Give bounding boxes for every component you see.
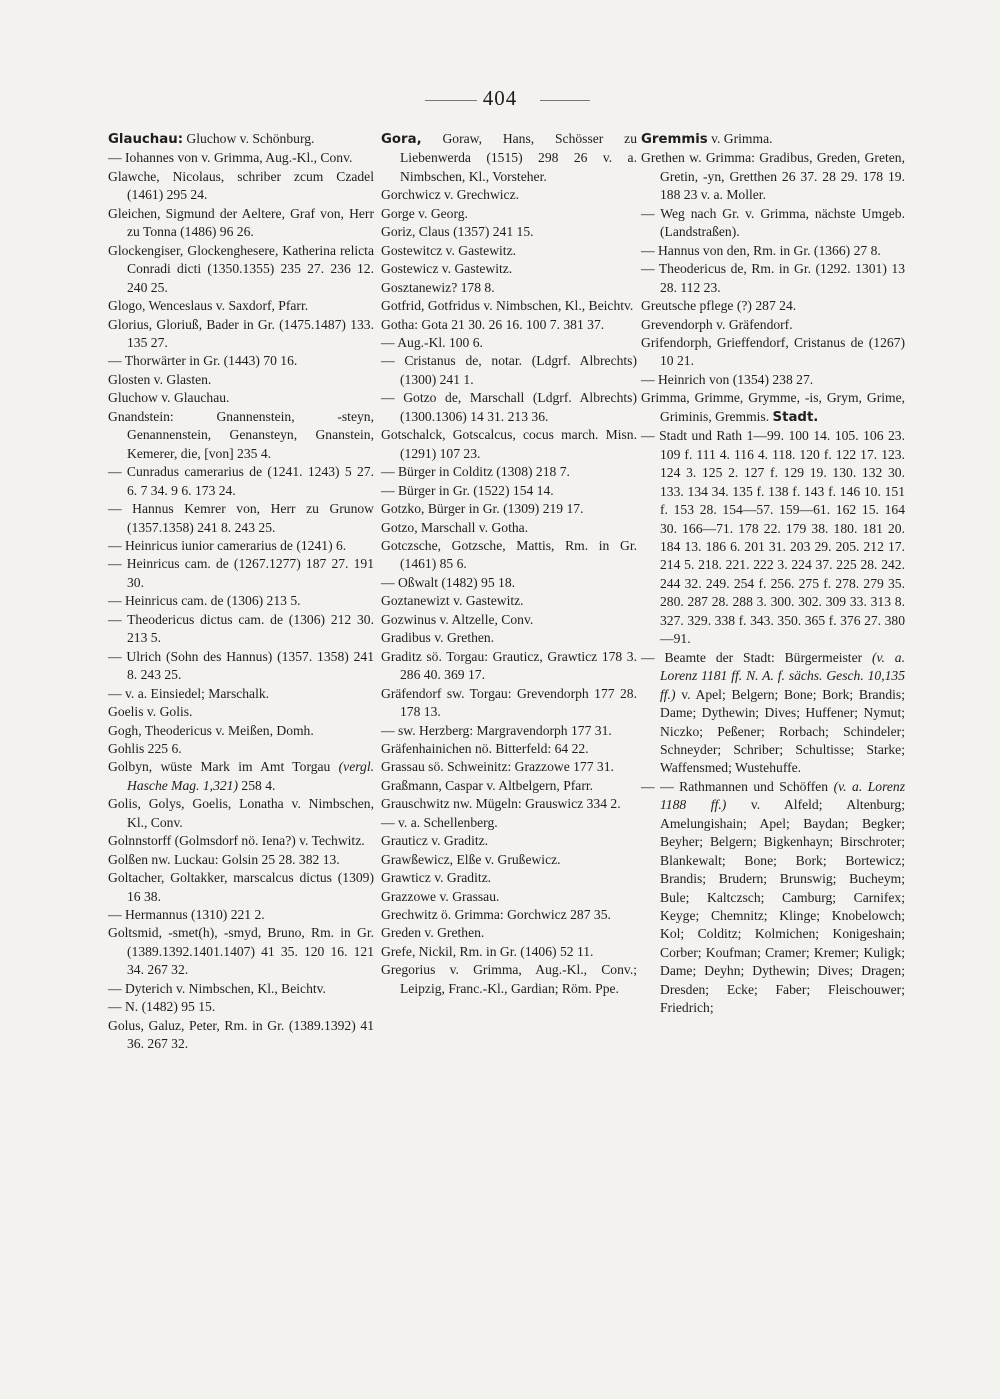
index-entry: Glosten v. Glasten.: [108, 371, 212, 387]
index-entry: Golbyn, wüste Mark im Amt Torgau (vergl. Hasche Mag. 1,321) 258 4.: [108, 759, 374, 793]
index-entry: Glawche, Nicolaus, schriber zcum Czadel (1461) 295 24.: [108, 168, 374, 203]
index-entry: Grevendorph v. Gräfendorf.: [641, 316, 793, 332]
header-rule-right: [540, 100, 590, 101]
index-entry: Gosztanewiz? 178 8.: [381, 279, 495, 295]
index-entry: Glorius, Gloriuß, Bader in Gr. (1475.1487) 133. 135 27.: [108, 316, 374, 350]
index-column-3: [641, 130, 905, 1018]
index-entry: Grawßewicz, Elße v. Grußewicz.: [381, 851, 561, 867]
index-entry: Gotfrid, Gotfridus v. Nimbschen, Kl., Beichtv.: [381, 298, 634, 314]
index-entry: — Theodericus dictus cam. de (1306) 212 30. 213 5.: [108, 611, 374, 646]
index-entry: — Bürger in Colditz (1308) 218 7.: [381, 464, 570, 480]
index-entry: — sw. Herzberg: Margravendorph 177 31.: [381, 722, 612, 738]
index-entry: Gotczsche, Gotzsche, Mattis, Rm. in Gr. (1461) 85 6.: [381, 537, 637, 572]
index-entry: — Heinricus cam. de (1306) 213 5.: [108, 593, 301, 609]
index-entry: Gotha: Gota 21 30. 26 16. 100 7. 381 37.: [381, 316, 605, 332]
index-entry: — Aug.-Kl. 100 6.: [381, 334, 483, 350]
index-entry: Grethen w. Grimma: Gradibus, Greden, Greten, Gretin, -yn, Gretthen 26 37. 28 29. 178 19. 188 23 v. a. Moller.: [641, 150, 905, 203]
index-entry: — Iohannes von v. Grimma, Aug.-Kl., Conv.: [108, 150, 353, 166]
index-entry: Grassau sö. Schweinitz: Grazzowe 177 31.: [381, 759, 614, 775]
index-entry: — Hannus von den, Rm. in Gr. (1366) 27 8.: [641, 242, 881, 258]
index-entry: — Cristanus de, notar. (Ldgrf. Albrechts) (1300) 241 1.: [381, 353, 637, 387]
index-entry: Gogh, Theodericus v. Meißen, Domh.: [108, 722, 314, 738]
page-number: 404: [482, 86, 518, 110]
index-entry: Goelis v. Golis.: [108, 704, 193, 720]
index-entry: — Weg nach Gr. v. Grimma, nächste Umgeb. (Landstraßen).: [641, 205, 905, 240]
index-entry: Gostewicz v. Gastewitz.: [381, 261, 513, 277]
index-entry: Gregorius v. Grimma, Aug.-Kl., Conv.; Leipzig, Franc.-Kl., Gardian; Röm. Ppe.: [381, 962, 637, 996]
index-entry: Grechwitz ö. Grimma: Gorchwicz 287 35.: [381, 907, 611, 923]
index-entry: Greden v. Grethen.: [381, 925, 485, 941]
index-entry: — Gotzo de, Marschall (Ldgrf. Albrechts) (1300.1306) 14 31. 213 36.: [381, 390, 637, 424]
index-entry: Gorge v. Georg.: [381, 205, 468, 221]
index-entry: Goltacher, Goltakker, marscalcus dictus (1309) 16 38.: [108, 870, 374, 904]
index-entry: Gräfenhainichen nö. Bitterfeld: 64 22.: [381, 740, 589, 756]
index-entry: Gorchwicz v. Grechwicz.: [381, 187, 520, 203]
index-entry: — Beamte der Stadt: Bürgermeister (v. a. Lorenz 1181 ff. N. A. f. sächs. Gesch. 10,135 ff.) v. Apel; Belgern; Bone; Bork; Brandis; Dame; Dythewin; Dives; Huffener; Nymut; Niczko; Peßener; Rorbach; Schindeler; Schneyder; Schriber; Schultisse; Starke; Waffensmed; Wustehuffe.: [641, 649, 906, 776]
index-entry: Grazzowe v. Grassau.: [381, 888, 500, 904]
index-entry: Graßmann, Caspar v. Altbelgern, Pfarr.: [381, 777, 594, 793]
index-entry: Gozwinus v. Altzelle, Conv.: [381, 611, 534, 627]
index-entry: Golus, Galuz, Peter, Rm. in Gr. (1389.1392) 41 36. 267 32.: [108, 1017, 374, 1052]
index-entry: Gremmis v. Grimma.: [641, 131, 773, 147]
index-entry: — Hannus Kemrer von, Herr zu Grunow (1357.1358) 241 8. 243 25.: [108, 501, 374, 535]
index-entry: Gohlis 225 6.: [108, 740, 182, 756]
index-entry: Gotschalck, Gotscalcus, cocus march. Misn. (1291) 107 23.: [381, 427, 637, 461]
index-entry: — Stadt und Rath 1—99. 100 14. 105. 106 23. 109 f. 111 4. 116 4. 118. 120 f. 122 17. 123. 124 3. 125 2. 127 f. 129 19. 130. 132 30. 133. 134 34. 135 f. 138 f. 143 f. 146 10. 151 f. 153 28. 154—57. 159—61. 162 15. 164 30. 166—71. 178 22. 179 38. 180. 181 20. 184 13. 186 6. 201 31. 203 29. 205. 212 17. 214 5. 218. 221. 222 3. 224 37. 225 28. 242. 244 32. 249. 254 f. 256. 275 f. 278. 279 35. 280. 287 28. 288 3. 300. 302. 309 33. 313 8. 327. 329. 338 f. 343. 350. 365 f. 376 27. 380—91.: [641, 428, 905, 647]
index-entry: Golnnstorff (Golmsdorf nö. Iena?) v. Techwitz.: [108, 833, 365, 849]
index-entry: Gotzko, Bürger in Gr. (1309) 219 17.: [381, 501, 584, 517]
index-entry: — Ulrich (Sohn des Hannus) (1357. 1358) 241 8. 243 25.: [108, 648, 374, 683]
index-entry: — Theodericus de, Rm. in Gr. (1292. 1301) 13 28. 112 23.: [641, 261, 905, 295]
index-column-2: [381, 130, 637, 998]
index-entry: Grifendorph, Grieffendorf, Cristanus de (1267) 10 21.: [641, 334, 905, 369]
index-entry: — Cunradus camerarius de (1241. 1243) 5 27. 6. 7 34. 9 6. 173 24.: [108, 464, 374, 498]
index-entry: Grauticz v. Graditz.: [381, 833, 489, 849]
index-entry: Golßen nw. Luckau: Golsin 25 28. 382 13.: [108, 851, 340, 867]
index-entry: Greutsche pflege (?) 287 24.: [641, 298, 797, 314]
index-entry: Gluchow v. Glauchau.: [108, 390, 230, 406]
index-entry: — Heinricus cam. de (1267.1277) 187 27. 191 30.: [108, 556, 374, 590]
index-entry: Grauschwitz nw. Mügeln: Grauswicz 334 2.: [381, 796, 621, 812]
index-entry: — N. (1482) 95 15.: [108, 999, 216, 1015]
index-entry: — Hermannus (1310) 221 2.: [108, 907, 265, 923]
index-entry: — Heinricus iunior camerarius de (1241) 6.: [108, 537, 347, 553]
index-entry: Goriz, Claus (1357) 241 15.: [381, 224, 534, 240]
index-entry: Glauchau: Gluchow v. Schönburg.: [108, 131, 315, 147]
index-entry: Grimma, Grimme, Grymme, -is, Grym, Grime, Griminis, Gremmis. Stadt.: [641, 390, 905, 425]
index-column-1: [108, 130, 374, 1054]
index-entry: Grefe, Nickil, Rm. in Gr. (1406) 52 11.: [381, 943, 594, 959]
index-entry: Goztanewizt v. Gastewitz.: [381, 593, 524, 609]
index-entry: Glockengiser, Glockenghesere, Katherina relicta Conradi dicti (1350.1355) 235 27. 236 12. 240 25.: [108, 242, 374, 295]
index-entry: Gora, Goraw, Hans, Schösser zu Liebenwerda (1515) 298 26 v. a. Nimbschen, Kl., Vorsteher.: [381, 131, 637, 184]
index-entry: Gotzo, Marschall v. Gotha.: [381, 519, 529, 535]
index-entry: Graditz sö. Torgau: Grauticz, Grawticz 178 3. 286 40. 369 17.: [381, 648, 637, 683]
index-entry: Gleichen, Sigmund der Aeltere, Graf von, Herr zu Tonna (1486) 96 26.: [108, 205, 374, 240]
index-entry: — v. a. Einsiedel; Marschalk.: [108, 685, 270, 701]
index-entry: Gräfendorf sw. Torgau: Grevendorph 177 28. 178 13.: [381, 685, 637, 720]
index-entry: — Heinrich von (1354) 238 27.: [641, 371, 814, 387]
index-entry: Golis, Golys, Goelis, Lonatha v. Nimbschen, Kl., Conv.: [108, 796, 374, 830]
index-entry: — Oßwalt (1482) 95 18.: [381, 574, 516, 590]
index-entry: Goltsmid, -smet(h), -smyd, Bruno, Rm. in Gr. (1389.1392.1401.1407) 41 35. 120 16. 121 34. 267 32.: [108, 925, 374, 978]
index-entry: — Bürger in Gr. (1522) 154 14.: [381, 482, 554, 498]
index-entry: Gradibus v. Grethen.: [381, 630, 495, 646]
index-entry: — Thorwärter in Gr. (1443) 70 16.: [108, 353, 298, 369]
index-entry: Gnandstein: Gnannenstein, -steyn, Genannenstein, Genansteyn, Gnanstein, Kemerer, die, [von] 235 4.: [108, 408, 374, 461]
index-entry: — Dyterich v. Nimbschen, Kl., Beichtv.: [108, 980, 326, 996]
index-entry: Gostewitcz v. Gastewitz.: [381, 242, 517, 258]
index-entry: — — Rathmannen und Schöffen (v. a. Lorenz 1188 ff.) v. Alfeld; Altenburg; Amelungishain; Apel; Baydan; Begker; Beyher; Belgern; Bigkenhayn; Birschroter; Blankewalt; Bone; Bork; Bortewicz; Brandis; Brudern; Brunswig; Bucheym; Bule; Kaltczsch; Camburg; Carnifex; Keyge; Chemnitz; Klinge; Knobelowch; Kol; Colditz; Kolmichen; Konigeshain; Corber; Koufman; Cramer; Kremer; Kuligk; Dame; Deyhn; Dythewin; Dives; Dragen; Dresden; Ecke; Faber; Fleischouwer; Friedrich;: [641, 778, 905, 1016]
index-entry: Glogo, Wenceslaus v. Saxdorf, Pfarr.: [108, 298, 309, 314]
index-entry: — v. a. Schellenberg.: [381, 814, 498, 830]
index-entry: Grawticz v. Graditz.: [381, 870, 492, 886]
